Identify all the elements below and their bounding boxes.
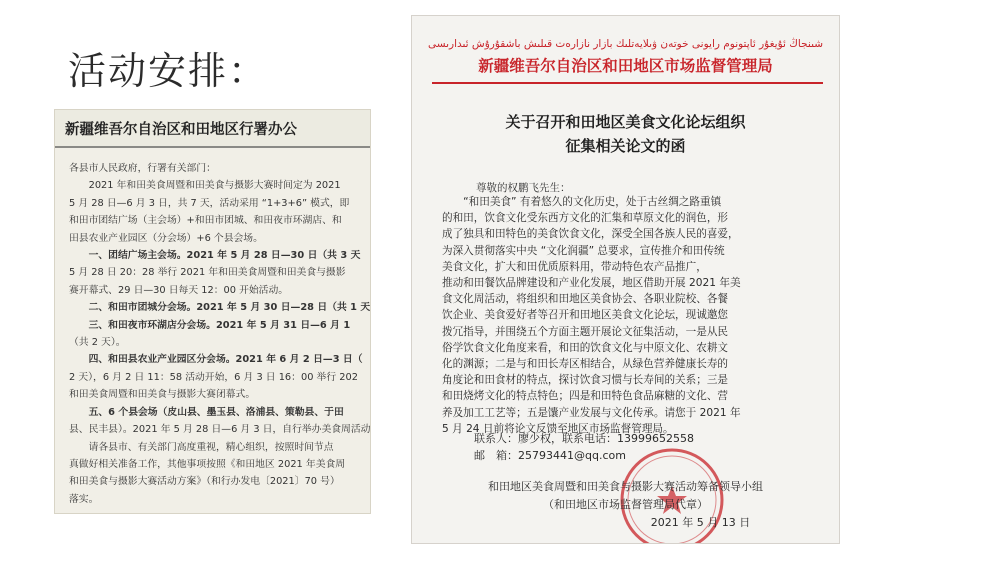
left-document-line: 五、6 个县会场（皮山县、墨玉县、洛浦县、策勒县、于田	[69, 406, 344, 418]
letter-body-line: 5 月 24 日前将论文反馈至地区市场监督管理局。	[442, 422, 674, 435]
left-document-line: 5 月 28 日—6 月 3 日，共 7 天，活动采用 “1+3+6” 模式，即	[69, 197, 350, 209]
left-document-line: 三、和田夜市环湖店分会场。2021 年 5 月 31 日—6 月 1	[69, 319, 351, 331]
letter-body-line: “和田美食” 有着悠久的文化历史，处于古丝绸之路重镇	[442, 196, 722, 208]
left-document-line: 和田美食周暨和田美食与摄影大赛闭幕式。	[69, 389, 256, 401]
left-document-line: 县、民丰县）。2021 年 5 月 28 日—6 月 3 日，自行举办美食周活动	[69, 424, 370, 436]
letter-body-line: 美食文化，扩大和田优质原料用，带动特色农产品推广，	[442, 260, 707, 273]
left-document-line: 2 天），6 月 2 日 11：58 活动开始，6 月 3 日 16：00 举行 202	[69, 371, 358, 383]
left-document-line: 赛开幕式、29 日—30 日每天 12：00 开始活动。	[69, 284, 289, 296]
letter-body-line: 饮企业、美食爱好者等召开和田地区美食文化论坛，现诚邀您	[442, 309, 729, 322]
left-document-body	[69, 160, 370, 508]
letter-body-line: 俗学饮食文化角度来看，和田的饮食文化与中原文化、农耕文	[442, 341, 729, 354]
signature-org: 和田地区美食周暨和田美食与摄影大赛活动筹备领导小组	[488, 480, 763, 493]
letter-body	[442, 194, 832, 437]
left-document-line: 2021 年和田美食周暨和田美食与摄影大赛时间定为 2021	[69, 180, 341, 192]
contact-email: 邮 箱：25793441@qq.com	[474, 449, 626, 462]
letter-body-line: 推动和田餐饮品牌建设和产业化发展，地区借助开展 2021 年美	[442, 277, 741, 290]
left-document-line: 田县农业产业园区（分会场）+6 个县会场。	[69, 232, 263, 244]
signature-date: 2021 年 5 月 13 日	[650, 516, 751, 529]
left-document-image	[55, 110, 370, 513]
right-document-image	[412, 16, 839, 543]
letter-body-line: 成了独具和田特色的美食饮食文化，深受全国各族人民的喜爱，	[442, 228, 739, 241]
salutation: 尊敬的权鹏飞先生：	[476, 182, 571, 194]
letter-body-line: 为深入贯彻落实中央 “文化润疆” 总要求，宣传推介和田传统	[442, 244, 725, 257]
slide-title: 活动安排：	[68, 49, 269, 93]
letter-body-line: 化的渊源；二是与和田长寿区相结合，从绿色营养健康长寿的	[442, 358, 729, 371]
letter-title-line: 征集相关论文的函	[565, 137, 686, 155]
letter-body-line: 和田烧烤文化的特点特色；四是和田特色食品麻糖的文化、营	[442, 390, 729, 403]
signature-block	[412, 478, 839, 532]
letter-body-line: 角度论和田食材的特点，探讨饮食习惯与长寿间的关系；三是	[442, 374, 729, 387]
contact-person: 联系人：廖少权，联系电话：13999652558	[474, 432, 694, 445]
letter-title-line: 关于召开和田地区美食文化论坛组织	[505, 113, 746, 131]
letter-body-line: 养及加工工艺等；五是馕产业发展与文化传承。请您于 2021 年	[442, 406, 741, 419]
left-document-line: 5 月 28 日 20：28 举行 2021 年和田美食周暨和田美食与摄影	[69, 267, 346, 279]
left-document-line: 一、团结广场主会场。2021 年 5 月 28 日—30 日（共 3 天	[69, 250, 361, 262]
left-document-line: 二、和田市团城分会场。2021 年 5 月 30 日—28 日（共 1 天	[69, 302, 370, 314]
left-document-line: 和田美食与摄影大赛活动方案》（和行办发电〔2021〕70 号）	[69, 476, 340, 488]
left-document-line: 和田市团结广场（主会场）+和田市团城、和田夜市环湖店、和	[69, 215, 342, 227]
red-divider	[432, 82, 823, 84]
left-document-line: 真做好相关准备工作，其他事项按照《和田地区 2021 年美食周	[69, 458, 346, 470]
letter-body-line: 拨冗指导，并围绕五个方面主题开展论文征集活动，一是从民	[442, 325, 729, 338]
left-document-line: 四、和田县农业产业园区分会场。2021 年 6 月 2 日—3 日（	[69, 354, 363, 366]
uyghur-header: شىنجاڭ ئۇيغۇر ئاپتونوم رايونى خوتەن ۋىلايەتلىك بازار نازارەت قىلىش باشقۇرۇش ئىدارىسى	[427, 38, 824, 50]
letter-body-line: 的和田，饮食文化受东西方文化的汇集和草原文化的润色，形	[442, 212, 729, 225]
left-document-line: 落实。	[69, 493, 99, 505]
left-document-header	[55, 110, 370, 148]
left-document-line: 请各县市、有关部门高度重视，精心组织，按照时间节点	[69, 441, 334, 453]
left-document-line: 各县市人民政府，行署有关部门：	[69, 163, 216, 174]
left-document-header-text: 新疆维吾尔自治区和田地区行署办公	[65, 122, 297, 138]
left-document-line: （共 2 天）。	[69, 337, 126, 349]
letter-title	[412, 110, 839, 158]
agency-name: 新疆维吾尔自治区和田地区市场监督管理局	[478, 56, 773, 75]
signature-seal-note: （和田地区市场监督管理局代章）	[543, 498, 708, 511]
letter-body-line: 食文化周活动，将组织和田地区美食协会、各职业院校、各餐	[442, 293, 729, 306]
